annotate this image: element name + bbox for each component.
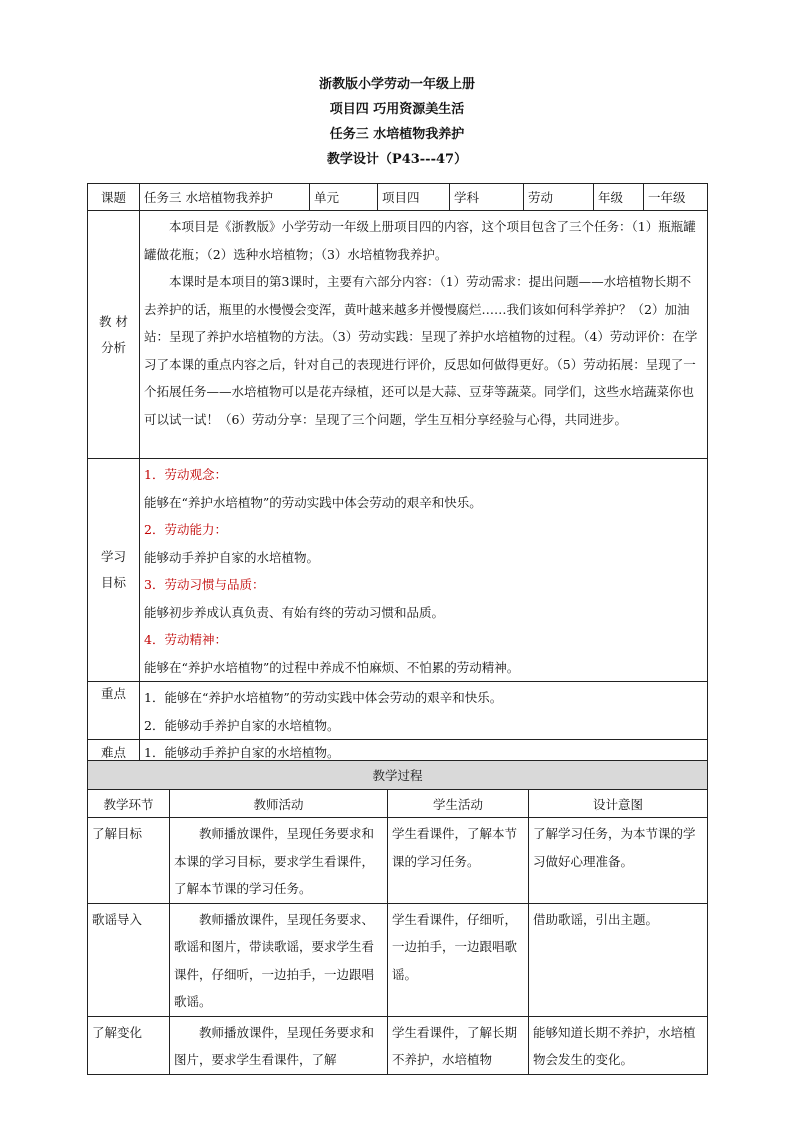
table-row	[88, 818, 708, 904]
header-line-4: 教学设计（P43---47）	[326, 152, 468, 167]
teaching-process-table	[87, 760, 708, 1075]
column-stage: 教学环节	[88, 790, 170, 818]
student-cell: 学生看课件，仔细听，一边拍手，一边跟唱歌谣。	[388, 903, 529, 1016]
stage-cell: 了解变化	[88, 1016, 170, 1074]
student-cell: 学生看课件，了解长期不养护，水培植物	[388, 1016, 529, 1074]
goal-text-1: 能够在“养护水培植物”的劳动实践中体会劳动的艰辛和快乐。	[144, 494, 482, 510]
goals-label-line-2: 目标	[100, 575, 126, 590]
analysis-row	[88, 211, 708, 459]
stage-cell: 了解目标	[88, 818, 170, 904]
subject-label: 学科	[450, 184, 524, 211]
topic-label: 课题	[88, 184, 140, 211]
analysis-content	[140, 211, 708, 459]
key-points-row	[88, 682, 708, 740]
column-teacher: 教师活动	[170, 790, 388, 818]
goal-heading-4: 4．劳动精神：	[144, 632, 227, 647]
analysis-label-line-2: 分析	[100, 339, 126, 355]
key-points-content	[140, 682, 708, 740]
header-line-3: 任务三 水培植物我养护	[329, 127, 465, 142]
grade-value: 一年级	[644, 184, 708, 211]
subject-value: 劳动	[524, 184, 594, 211]
goal-heading-1: 1．劳动观念：	[144, 467, 227, 482]
goals-content	[140, 459, 708, 682]
difficulties-label: 难点	[88, 740, 140, 765]
goal-text-4: 能够在“养护水培植物”的过程中养成不怕麻烦、不怕累的劳动精神。	[144, 659, 520, 675]
key-points-label: 重点	[88, 682, 140, 740]
topic-value: 任务三 水培植物我养护	[140, 184, 310, 211]
analysis-paragraph-1: 本项目是《浙教版》小学劳动一年级上册项目四的内容，这个项目包含了三个任务：（1）瓶瓶罐罐做花瓶；（2）选种水培植物；（3）水培植物我养护。	[144, 219, 696, 262]
goals-label	[88, 459, 140, 682]
goal-text-2: 能够动手养护自家的水培植物。	[144, 549, 320, 565]
header-line-1: 浙教版小学劳动一年级上册	[318, 77, 475, 92]
unit-value: 项目四	[378, 184, 450, 211]
goal-heading-2: 2．劳动能力：	[144, 522, 227, 537]
intent-cell: 借助歌谣，引出主题。	[529, 903, 708, 1016]
process-title-row	[88, 761, 708, 790]
column-student: 学生活动	[388, 790, 529, 818]
document-header	[0, 72, 794, 172]
info-row	[88, 184, 708, 211]
student-cell: 学生看课件，了解本节课的学习任务。	[388, 818, 529, 904]
process-title: 教学过程	[88, 761, 708, 790]
key-point-2: 2．能够动手养护自家的水培植物。	[144, 717, 340, 733]
grade-label: 年级	[594, 184, 644, 211]
stage-cell: 歌谣导入	[88, 903, 170, 1016]
header-line-2: 项目四 巧用资源美生活	[329, 102, 465, 117]
goals-row	[88, 459, 708, 682]
intent-cell: 了解学习任务，为本节课的学习做好心理准备。	[529, 818, 708, 904]
process-header-row	[88, 790, 708, 818]
column-intent: 设计意图	[529, 790, 708, 818]
intent-cell: 能够知道长期不养护，水培植物会发生的变化。	[529, 1016, 708, 1074]
teacher-cell: 教师播放课件，呈现任务要求、歌谣和图片，带读歌谣，要求学生看课件，仔细听，一边拍手，一边跟唱歌谣。	[170, 903, 388, 1016]
analysis-paragraph-2: 本课时是本项目的第3课时，主要有六部分内容：（1）劳动需求：提出问题——水培植物长期不去养护的话，瓶里的水慢慢会变浑，黄叶越来越多并慢慢腐烂……我们该如何科学养护？（2）加油站：呈现了养护水培植物的方法。（3）劳动实践：呈现了养护水培植物的过程。（4）劳动评价：在学习了本课的重点内容之后，针对自己的表现进行评价，反思如何做得更好。（5）劳动拓展：呈现了一个拓展任务——水培植物可以是花卉绿植，还可以是大蒜、豆芽等蔬菜。同学们，这些水培蔬菜你也可以试一试！（6）劳动分享：呈现了三个问题，学生互相分享经验与心得，共同进步。	[144, 274, 698, 427]
difficulty-1: 1．能够动手养护自家的水培植物。	[140, 740, 708, 765]
teacher-cell: 教师播放课件，呈现任务要求和本课的学习目标，要求学生看课件，了解本节课的学习任务。	[170, 818, 388, 904]
key-point-1: 1．能够在“养护水培植物”的劳动实践中体会劳动的艰辛和快乐。	[144, 690, 503, 705]
goal-heading-3: 3．劳动习惯与品质：	[144, 577, 265, 592]
table-row	[88, 1016, 708, 1074]
goals-label-line-1: 学习	[100, 549, 126, 564]
analysis-label-line-1: 教 材	[99, 313, 128, 329]
lesson-info-table	[87, 183, 708, 765]
analysis-label	[88, 211, 140, 459]
goal-text-3: 能够初步养成认真负责、有始有终的劳动习惯和品质。	[144, 604, 445, 620]
teacher-cell: 教师播放课件，呈现任务要求和图片，要求学生看课件，了解	[170, 1016, 388, 1074]
table-row	[88, 903, 708, 1016]
unit-label: 单元	[310, 184, 378, 211]
